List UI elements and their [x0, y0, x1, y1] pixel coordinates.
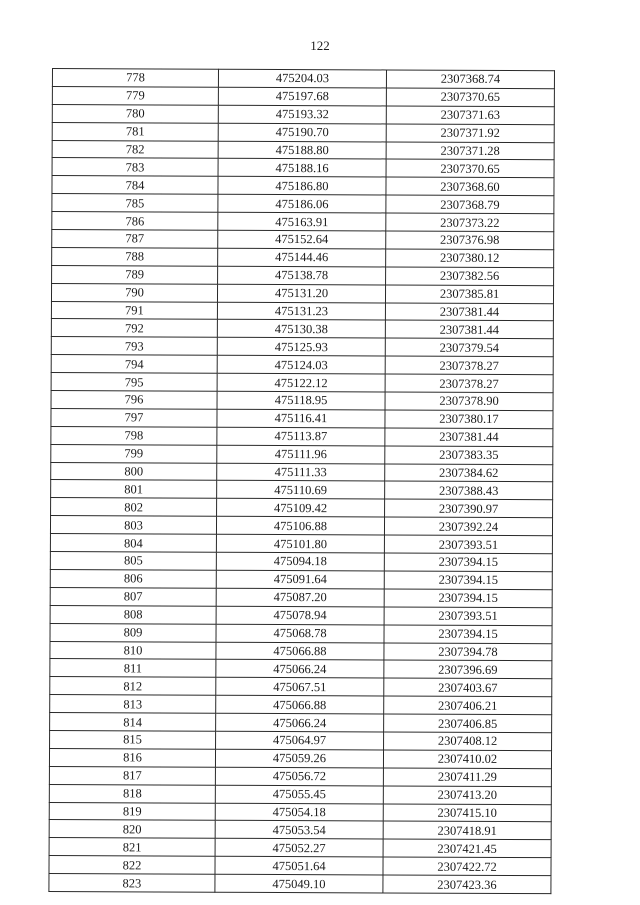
table-row	[52, 158, 554, 178]
point-number-cell: 818	[49, 784, 215, 803]
table-row	[49, 874, 551, 894]
table-row	[51, 373, 553, 393]
y-coordinate-cell: 2307382.56	[386, 267, 554, 286]
table-row	[50, 516, 552, 536]
y-coordinate-cell: 2307415.10	[383, 803, 551, 822]
x-coordinate-cell: 475186.80	[218, 177, 386, 196]
point-number-cell: 789	[52, 265, 218, 284]
y-coordinate-cell: 2307379.54	[385, 338, 553, 357]
point-number-cell: 803	[50, 516, 216, 535]
y-coordinate-cell: 2307403.67	[384, 678, 552, 697]
point-number-cell: 813	[50, 695, 216, 714]
y-coordinate-cell: 2307378.27	[385, 356, 553, 375]
table-row	[52, 176, 554, 196]
point-number-cell: 786	[52, 212, 218, 231]
y-coordinate-cell: 2307393.51	[384, 535, 552, 554]
point-number-cell: 794	[51, 355, 217, 374]
table-row	[49, 784, 551, 804]
y-coordinate-cell: 2307381.44	[385, 428, 553, 447]
x-coordinate-cell: 475052.27	[215, 839, 383, 858]
y-coordinate-cell: 2307394.15	[384, 589, 552, 608]
table-row	[51, 337, 553, 357]
point-number-cell: 797	[51, 408, 217, 427]
table-row	[52, 230, 554, 250]
x-coordinate-cell: 475056.72	[215, 767, 383, 786]
point-number-cell: 821	[49, 838, 215, 857]
table-row	[51, 283, 553, 303]
table-row	[51, 462, 553, 482]
table-row	[49, 766, 551, 786]
x-coordinate-cell: 475110.69	[217, 481, 385, 500]
page-number: 122	[310, 38, 330, 53]
point-number-cell: 792	[51, 319, 217, 338]
point-number-cell: 799	[51, 444, 217, 463]
x-coordinate-cell: 475111.96	[217, 445, 385, 464]
table-row	[51, 408, 553, 428]
y-coordinate-cell: 2307394.78	[384, 642, 552, 661]
point-number-cell: 785	[52, 194, 218, 213]
x-coordinate-cell: 475124.03	[217, 355, 385, 374]
table-row	[51, 301, 553, 321]
x-coordinate-cell: 475116.41	[217, 409, 385, 428]
table-row	[52, 122, 554, 142]
y-coordinate-cell: 2307406.21	[384, 696, 552, 715]
table-row	[52, 265, 554, 285]
x-coordinate-cell: 475051.64	[215, 856, 383, 875]
y-coordinate-cell: 2307371.63	[386, 106, 554, 125]
x-coordinate-cell: 475193.32	[218, 105, 386, 124]
table-row	[49, 820, 551, 840]
point-number-cell: 784	[52, 176, 218, 195]
x-coordinate-cell: 475109.42	[217, 499, 385, 518]
x-coordinate-cell: 475054.18	[215, 803, 383, 822]
y-coordinate-cell: 2307378.90	[385, 392, 553, 411]
x-coordinate-cell: 475188.16	[218, 159, 386, 178]
coordinates-table-wrapper	[48, 68, 554, 894]
point-number-cell: 806	[50, 569, 216, 588]
point-number-cell: 800	[51, 462, 217, 481]
x-coordinate-cell: 475131.23	[217, 302, 385, 321]
table-row	[50, 730, 552, 750]
point-number-cell: 798	[51, 426, 217, 445]
table-row	[50, 569, 552, 589]
table-row	[51, 426, 553, 446]
table-row	[50, 695, 552, 715]
table-row	[52, 194, 554, 214]
x-coordinate-cell: 475064.97	[216, 731, 384, 750]
point-number-cell: 810	[50, 641, 216, 660]
x-coordinate-cell: 475066.88	[216, 695, 384, 714]
point-number-cell: 801	[51, 480, 217, 499]
table-row	[52, 86, 554, 106]
x-coordinate-cell: 475152.64	[218, 230, 386, 249]
point-number-cell: 791	[51, 301, 217, 320]
table-row	[50, 605, 552, 625]
point-number-cell: 787	[52, 230, 218, 249]
y-coordinate-cell: 2307381.44	[385, 303, 553, 322]
y-coordinate-cell: 2307371.28	[386, 142, 554, 161]
point-number-cell: 793	[51, 337, 217, 356]
x-coordinate-cell: 475190.70	[218, 123, 386, 142]
x-coordinate-cell: 475122.12	[217, 373, 385, 392]
y-coordinate-cell: 2307394.15	[384, 571, 552, 590]
x-coordinate-cell: 475066.24	[216, 713, 384, 732]
x-coordinate-cell: 475101.80	[216, 534, 384, 553]
y-coordinate-cell: 2307390.97	[385, 499, 553, 518]
table-row	[51, 444, 553, 464]
x-coordinate-cell: 475091.64	[216, 570, 384, 589]
y-coordinate-cell: 2307370.65	[386, 159, 554, 178]
x-coordinate-cell: 475188.80	[218, 141, 386, 160]
y-coordinate-cell: 2307368.60	[386, 177, 554, 196]
table-row	[50, 713, 552, 733]
table-row	[49, 802, 551, 822]
x-coordinate-cell: 475067.51	[216, 678, 384, 697]
table-row	[52, 104, 554, 124]
y-coordinate-cell: 2307393.51	[384, 607, 552, 626]
table-row	[52, 140, 554, 160]
y-coordinate-cell: 2307385.81	[385, 285, 553, 304]
y-coordinate-cell: 2307423.36	[383, 875, 551, 894]
y-coordinate-cell: 2307394.15	[384, 553, 552, 572]
y-coordinate-cell: 2307422.72	[383, 857, 551, 876]
x-coordinate-cell: 475053.54	[215, 821, 383, 840]
y-coordinate-cell: 2307380.12	[386, 249, 554, 268]
point-number-cell: 795	[51, 373, 217, 392]
x-coordinate-cell: 475055.45	[215, 785, 383, 804]
y-coordinate-cell: 2307368.79	[386, 195, 554, 214]
x-coordinate-cell: 475059.26	[215, 749, 383, 768]
point-number-cell: 782	[52, 140, 218, 159]
y-coordinate-cell: 2307396.69	[384, 660, 552, 679]
table-row	[49, 838, 551, 858]
y-coordinate-cell: 2307370.65	[386, 88, 554, 107]
point-number-cell: 808	[50, 605, 216, 624]
x-coordinate-cell: 475111.33	[217, 463, 385, 482]
table-row	[51, 498, 553, 518]
x-coordinate-cell: 475113.87	[217, 427, 385, 446]
y-coordinate-cell: 2307371.92	[386, 124, 554, 143]
x-coordinate-cell: 475049.10	[215, 874, 383, 893]
point-number-cell: 778	[52, 69, 218, 88]
point-number-cell: 790	[51, 283, 217, 302]
x-coordinate-cell: 475144.46	[218, 248, 386, 267]
point-number-cell: 807	[50, 587, 216, 606]
coordinates-table	[48, 68, 555, 894]
point-number-cell: 783	[52, 158, 218, 177]
point-number-cell: 802	[51, 498, 217, 517]
y-coordinate-cell: 2307421.45	[383, 839, 551, 858]
point-number-cell: 815	[50, 730, 216, 749]
table-row	[52, 69, 554, 89]
table-row	[51, 391, 553, 411]
x-coordinate-cell: 475078.94	[216, 606, 384, 625]
point-number-cell: 822	[49, 856, 215, 875]
y-coordinate-cell: 2307418.91	[383, 821, 551, 840]
point-number-cell: 780	[52, 104, 218, 123]
x-coordinate-cell: 475087.20	[216, 588, 384, 607]
y-coordinate-cell: 2307378.27	[385, 374, 553, 393]
table-row	[50, 623, 552, 643]
point-number-cell: 812	[50, 677, 216, 696]
point-number-cell: 816	[49, 748, 215, 767]
point-number-cell: 779	[52, 86, 218, 105]
x-coordinate-cell: 475118.95	[217, 391, 385, 410]
y-coordinate-cell: 2307394.15	[384, 625, 552, 644]
table-row	[50, 659, 552, 679]
point-number-cell: 805	[50, 552, 216, 571]
y-coordinate-cell: 2307368.74	[386, 70, 554, 89]
table-row	[50, 552, 552, 572]
y-coordinate-cell: 2307392.24	[384, 517, 552, 536]
table-body	[49, 69, 555, 894]
point-number-cell: 804	[50, 534, 216, 553]
point-number-cell: 820	[49, 820, 215, 839]
y-coordinate-cell: 2307381.44	[385, 320, 553, 339]
table-row	[49, 748, 551, 768]
table-row	[51, 355, 553, 375]
x-coordinate-cell: 475186.06	[218, 194, 386, 213]
y-coordinate-cell: 2307413.20	[383, 786, 551, 805]
table-row	[52, 212, 554, 232]
table-row	[50, 587, 552, 607]
x-coordinate-cell: 475130.38	[217, 320, 385, 339]
y-coordinate-cell: 2307408.12	[384, 732, 552, 751]
table-row	[52, 247, 554, 267]
point-number-cell: 823	[49, 874, 215, 893]
y-coordinate-cell: 2307384.62	[385, 464, 553, 483]
x-coordinate-cell: 475131.20	[217, 284, 385, 303]
table-row	[49, 856, 551, 876]
table-row	[50, 677, 552, 697]
y-coordinate-cell: 2307388.43	[385, 481, 553, 500]
x-coordinate-cell: 475106.88	[216, 516, 384, 535]
y-coordinate-cell: 2307383.35	[385, 446, 553, 465]
table-row	[50, 534, 552, 554]
point-number-cell: 781	[52, 122, 218, 141]
table-row	[50, 641, 552, 661]
point-number-cell: 788	[52, 247, 218, 266]
point-number-cell: 814	[50, 713, 216, 732]
y-coordinate-cell: 2307406.85	[384, 714, 552, 733]
x-coordinate-cell: 475197.68	[218, 87, 386, 106]
point-number-cell: 796	[51, 391, 217, 410]
y-coordinate-cell: 2307410.02	[383, 750, 551, 769]
y-coordinate-cell: 2307380.17	[385, 410, 553, 429]
y-coordinate-cell: 2307376.98	[386, 231, 554, 250]
table-row	[51, 480, 553, 500]
x-coordinate-cell: 475163.91	[218, 212, 386, 231]
point-number-cell: 817	[49, 766, 215, 785]
point-number-cell: 811	[50, 659, 216, 678]
point-number-cell: 809	[50, 623, 216, 642]
point-number-cell: 819	[49, 802, 215, 821]
x-coordinate-cell: 475125.93	[217, 338, 385, 357]
x-coordinate-cell: 475066.24	[216, 660, 384, 679]
x-coordinate-cell: 475066.88	[216, 642, 384, 661]
x-coordinate-cell: 475138.78	[218, 266, 386, 285]
table-row	[51, 319, 553, 339]
y-coordinate-cell: 2307373.22	[386, 213, 554, 232]
x-coordinate-cell: 475068.78	[216, 624, 384, 643]
x-coordinate-cell: 475204.03	[218, 69, 386, 88]
x-coordinate-cell: 475094.18	[216, 552, 384, 571]
y-coordinate-cell: 2307411.29	[383, 768, 551, 787]
